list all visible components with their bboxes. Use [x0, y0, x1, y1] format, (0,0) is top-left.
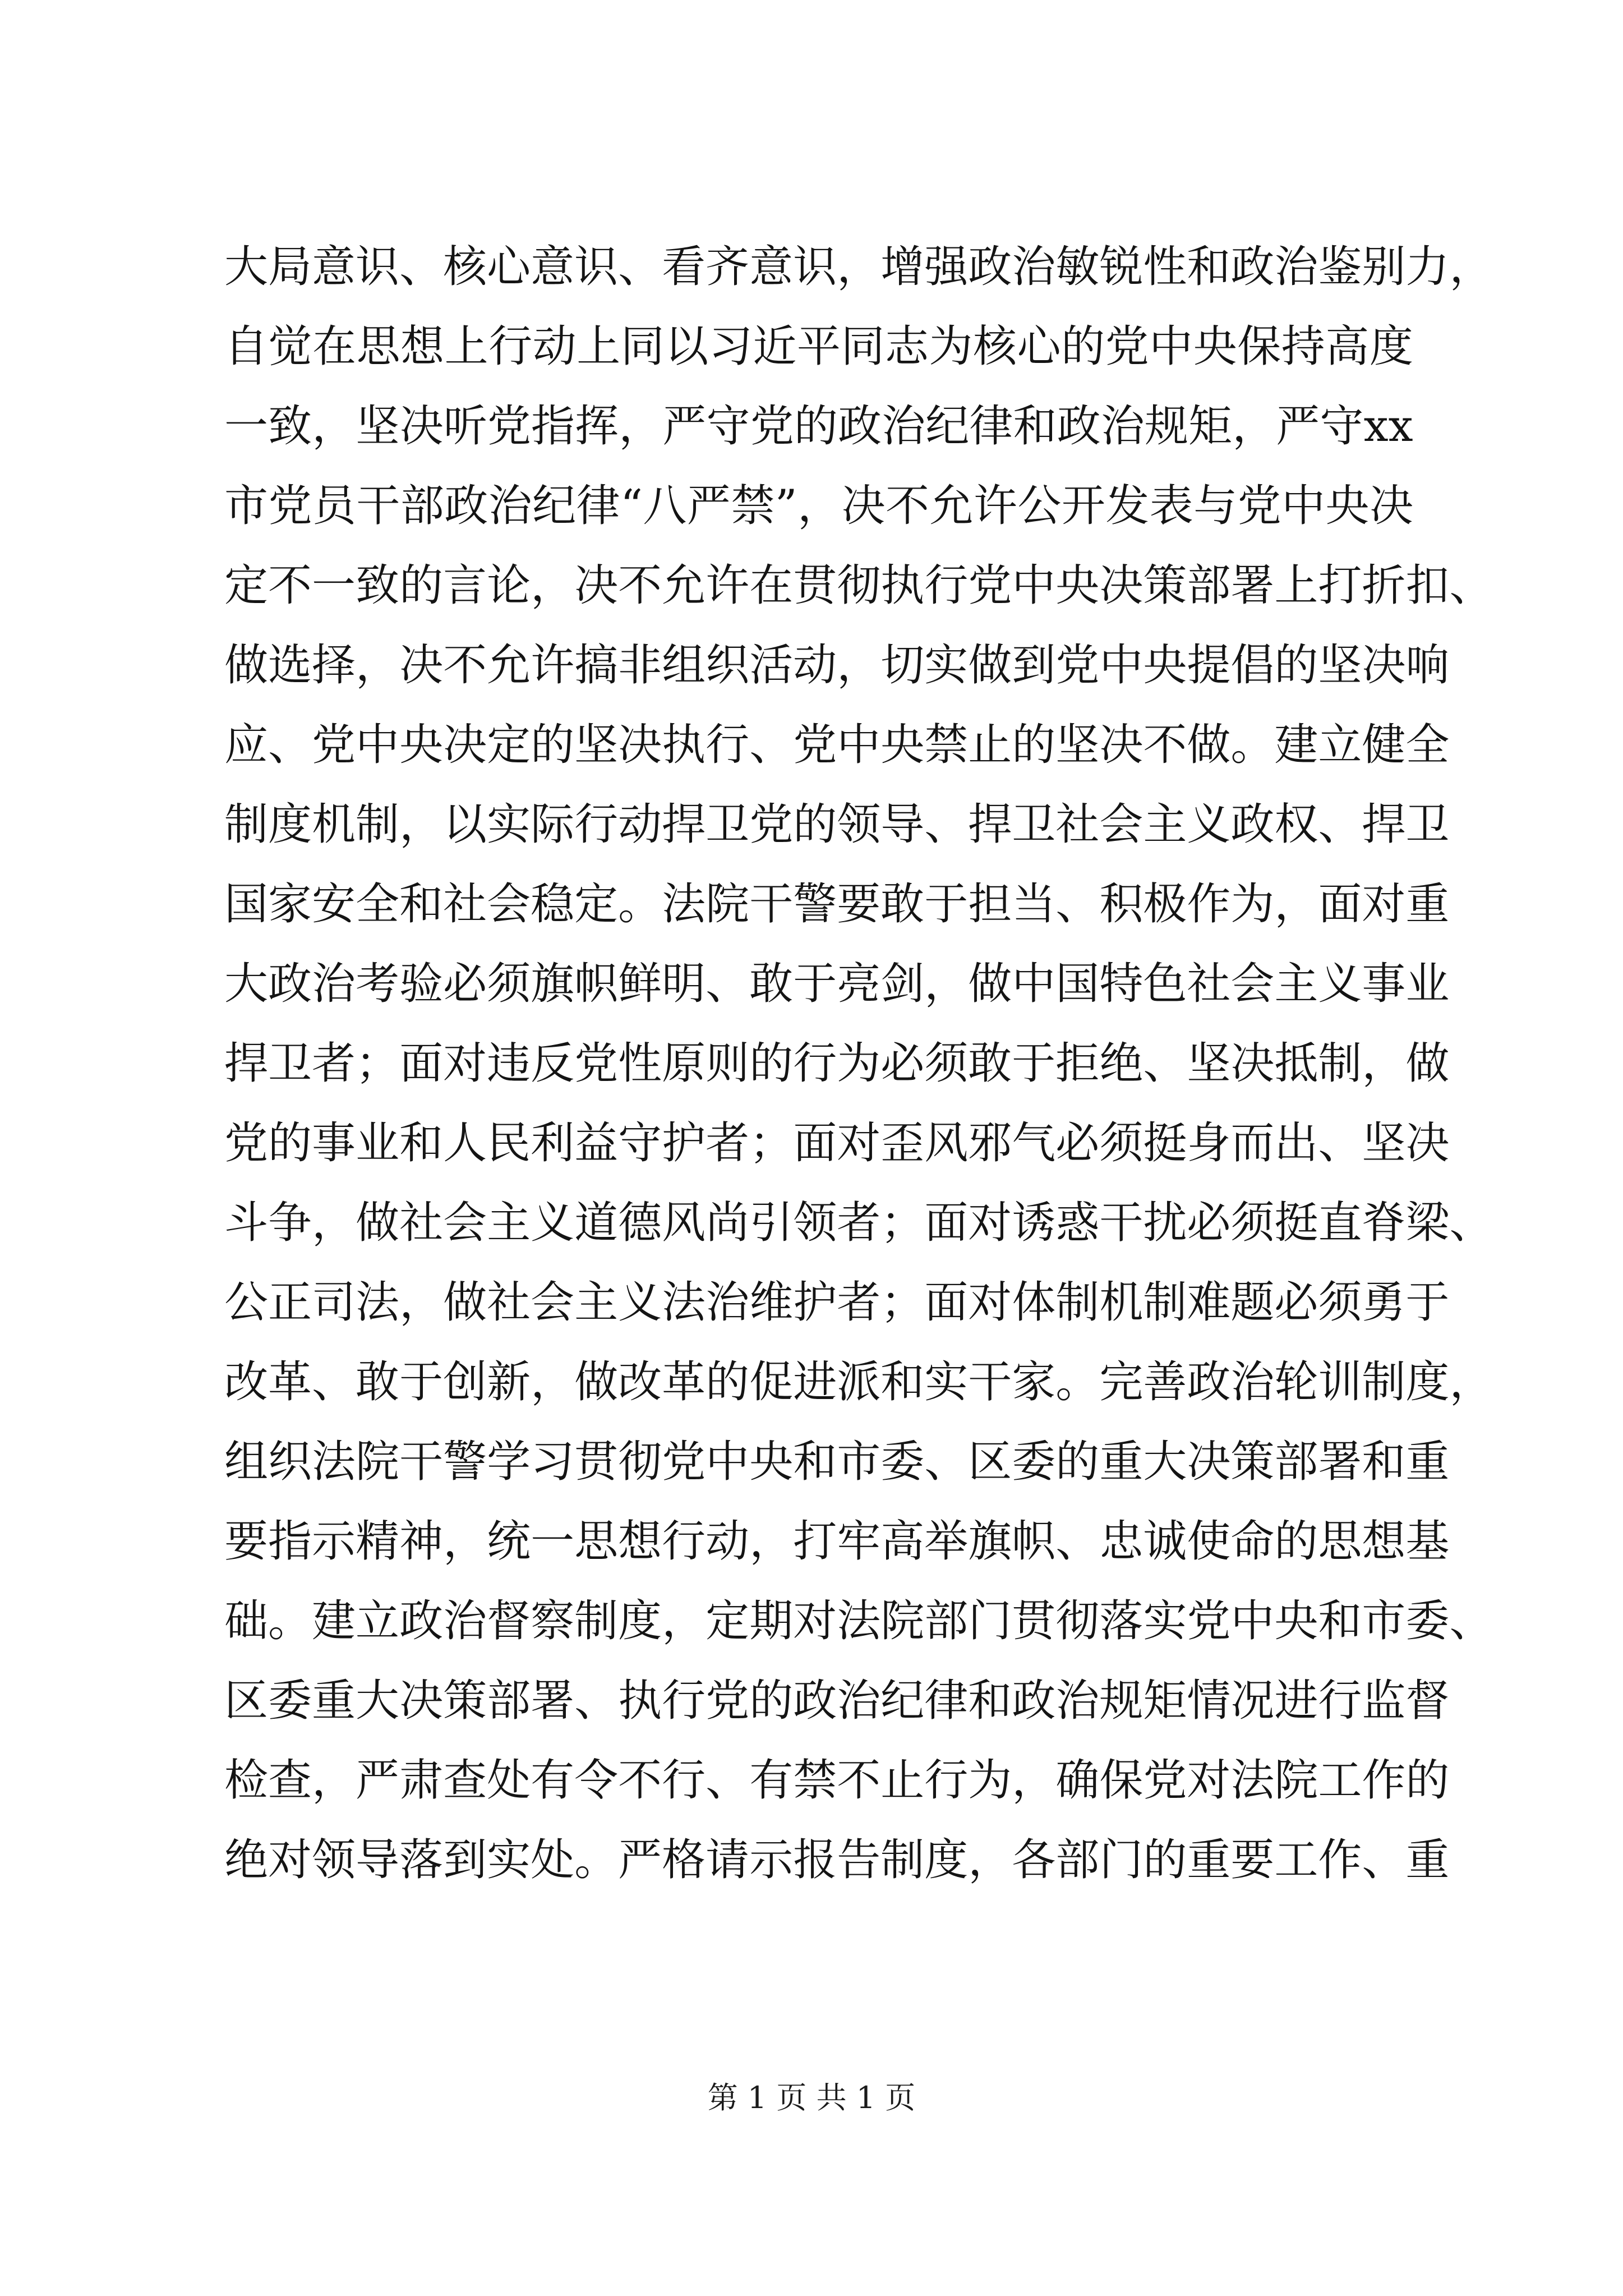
text-line: 绝 对 领 导 落 到 实 处 。 严 格 请 示 报 告 制 度 ， 各 部 门 的 重 要 工 作 、 重 [224, 1835, 1450, 1885]
text-line: 础 。 建 立 政 治 督 察 制 度 ， 定 期 对 法 院 部 门 贯 彻 落 实 党 中 央 和 市 委 、 [224, 1596, 1493, 1646]
text-line: 斗 争 ， 做 社 会 主 义 道 德 风 尚 引 领 者 ； 面 对 诱 惑 干 扰 必 须 挺 直 脊 梁 、 [224, 1198, 1493, 1248]
text-line: 国 家 安 全 和 社 会 稳 定 。 法 院 干 警 要 敢 于 担 当 、 积 极 作 为 ， 面 对 重 [224, 879, 1450, 930]
text-line: 大 局 意 识 、 核 心 意 识 、 看 齐 意 识 ， 增 强 政 治 敏 锐 性 和 政 治 鉴 别 力 ， [224, 242, 1493, 292]
text-line: 区 委 重 大 决 策 部 署 、 执 行 党 的 政 治 纪 律 和 政 治 规 矩 情 况 进 行 监 督 [224, 1676, 1450, 1726]
text-line: 大 政 治 考 验 必 须 旗 帜 鲜 明 、 敢 于 亮 剑 ， 做 中 国 特 色 社 会 主 义 事 业 [224, 959, 1450, 1009]
body-text [224, 227, 1493, 1900]
text-line: 一 致 ， 坚 决 听 党 指 挥 ， 严 守 党 的 政 治 纪 律 和 政 治 规 矩 ， 严 守 xx [224, 401, 1413, 452]
text-line: 要 指 示 精 神 ， 统 一 思 想 行 动 ， 打 牢 高 举 旗 帜 、 忠 诚 使 命 的 思 想 基 [224, 1516, 1450, 1567]
text-line: 公 正 司 法 ， 做 社 会 主 义 法 治 维 护 者 ； 面 对 体 制 机 制 难 题 必 须 勇 于 [224, 1277, 1450, 1328]
text-line: 自 觉 在 思 想 上 行 动 上 同 以 习 近 平 同 志 为 核 心 的 党 中 央 保 持 高 度 [224, 321, 1413, 372]
text-line: 做 选 择 ， 决 不 允 许 搞 非 组 织 活 动 ， 切 实 做 到 党 中 央 提 倡 的 坚 决 响 [224, 640, 1450, 691]
page-number-footer: 第 1 页 共 1 页 [707, 2080, 916, 2115]
text-line: 制 度 机 制 ， 以 实 际 行 动 捍 卫 党 的 领 导 、 捍 卫 社 会 主 义 政 权 、 捍 卫 [224, 799, 1450, 850]
text-line: 应 、 党 中 央 决 定 的 坚 决 执 行 、 党 中 央 禁 止 的 坚 决 不 做 。 建 立 健 全 [224, 720, 1450, 770]
text-line: 检 查 ， 严 肃 查 处 有 令 不 行 、 有 禁 不 止 行 为 ， 确 保 党 对 法 院 工 作 的 [224, 1755, 1450, 1806]
text-line: 组 织 法 院 干 警 学 习 贯 彻 党 中 央 和 市 委 、 区 委 的 重 大 决 策 部 署 和 重 [224, 1437, 1450, 1487]
text-line: 改 革 、 敢 于 创 新 ， 做 改 革 的 促 进 派 和 实 干 家 。 完 善 政 治 轮 训 制 度 ， [224, 1357, 1493, 1407]
text-line: 捍 卫 者 ； 面 对 违 反 党 性 原 则 的 行 为 必 须 敢 于 拒 绝 、 坚 决 抵 制 ， 做 [224, 1038, 1450, 1089]
text-line: 党 的 事 业 和 人 民 利 益 守 护 者 ； 面 对 歪 风 邪 气 必 须 挺 身 而 出 、 坚 决 [224, 1118, 1450, 1168]
text-line: 定 不 一 致 的 言 论 ， 决 不 允 许 在 贯 彻 执 行 党 中 央 决 策 部 署 上 打 折 扣 、 [224, 560, 1493, 611]
text-line: 市 党 员 干 部 政 治 纪 律 “ 八 严 禁 ” ， 决 不 允 许 公 开 发 表 与 党 中 央 决 [224, 481, 1413, 531]
